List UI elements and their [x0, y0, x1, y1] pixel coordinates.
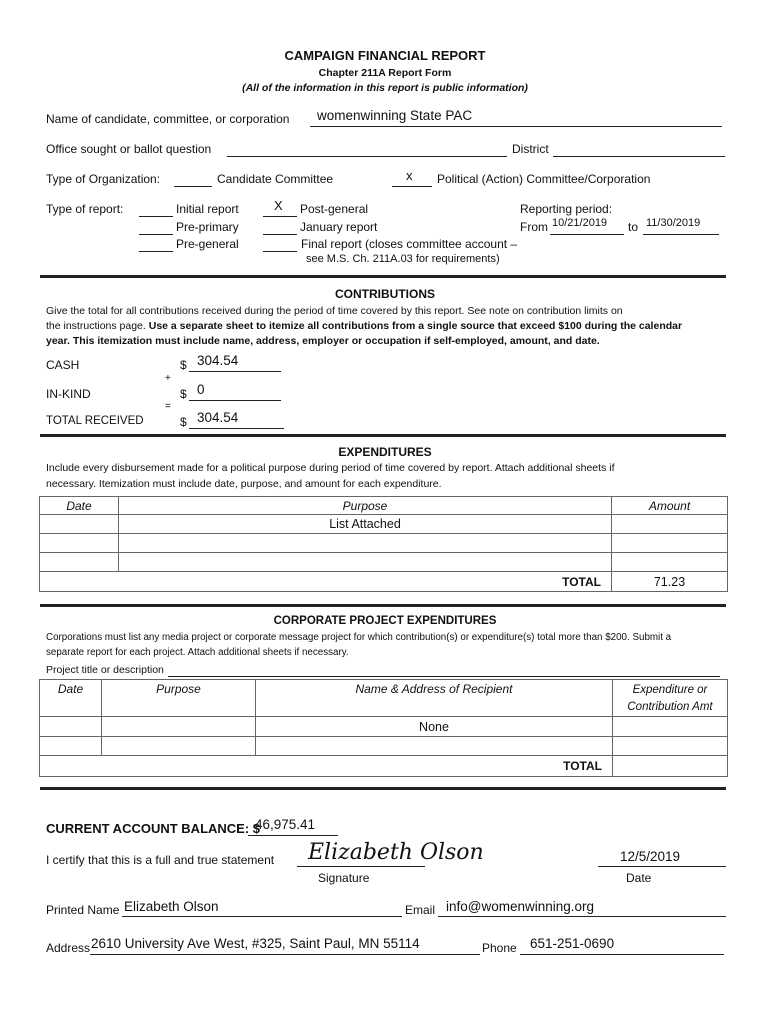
total-received-line [189, 428, 284, 429]
divider-expenditures [40, 434, 726, 437]
name-line [310, 126, 722, 127]
expenditures-desc-2: necessary. Itemization must include date, purpose, and amount for each expenditure. [46, 478, 442, 490]
expenditures-table [39, 496, 728, 592]
total-received-field[interactable]: 304.54 [197, 410, 239, 425]
phone-label: Phone [482, 941, 517, 955]
org-type-label: Type of Organization: [46, 172, 161, 186]
corp-col-recipient: Name & Address of Recipient [256, 680, 613, 717]
table-row [40, 572, 728, 592]
phone-line [520, 954, 724, 955]
date-field[interactable]: 12/5/2019 [620, 849, 681, 864]
preprimary-label: Pre-primary [176, 220, 239, 234]
corp-col-purpose: Purpose [102, 680, 256, 717]
table-row [40, 534, 728, 553]
corporate-table [39, 679, 728, 777]
to-label: to [628, 220, 639, 234]
corp-row-amount-cell[interactable] [613, 717, 728, 737]
balance-label: CURRENT ACCOUNT BALANCE: $ [46, 821, 261, 836]
table-row [40, 756, 728, 777]
email-field[interactable]: info@womenwinning.org [446, 899, 595, 914]
january-report-checkbox[interactable] [263, 234, 297, 235]
initial-report-label: Initial report [176, 202, 239, 216]
corp-row-date-cell[interactable] [40, 737, 102, 756]
expenditures-total-field[interactable]: 71.23 [612, 572, 728, 592]
inkind-line [189, 400, 281, 401]
contributions-desc-3: year. This itemization must include name, address, employer or occupation if self-employed, amount, and date. [46, 335, 600, 347]
corporate-total-label: TOTAL [40, 756, 613, 777]
from-label: From [520, 220, 548, 234]
row-date-cell[interactable] [40, 534, 119, 553]
certify-statement: I certify that this is a full and true statement [46, 853, 275, 867]
plus-sign: + [165, 373, 171, 384]
printed-name-line [122, 916, 402, 917]
report-type-label: Type of report: [46, 202, 124, 216]
pregeneral-label: Pre-general [176, 237, 239, 251]
final-report-checkbox[interactable] [263, 251, 297, 252]
corp-col-amount: Expenditure or Contribution Amt [613, 680, 728, 717]
corporate-heading: CORPORATE PROJECT EXPENDITURES [273, 615, 497, 627]
name-field[interactable]: womenwinning State PAC [317, 108, 473, 123]
date-label: Date [626, 871, 652, 885]
preprimary-checkbox[interactable] [139, 234, 173, 235]
from-date-field[interactable]: 10/21/2019 [552, 217, 608, 229]
district-label: District [512, 142, 549, 156]
printed-name-label: Printed Name [46, 903, 120, 917]
signature-line [297, 866, 425, 867]
col-purpose: Purpose [119, 497, 612, 515]
cash-field[interactable]: 304.54 [197, 353, 239, 368]
cash-label: CASH [46, 358, 80, 372]
col-date: Date [40, 497, 119, 515]
corp-row-recipient-cell[interactable] [256, 737, 613, 756]
signature-image[interactable]: Elizabeth Olson [308, 840, 484, 865]
email-label: Email [405, 903, 436, 917]
to-line [643, 234, 719, 235]
cash-dollar: $ [180, 358, 187, 372]
corp-row-recipient-cell[interactable]: None [256, 717, 613, 737]
political-committee-mark: x [406, 168, 413, 183]
row-amount-cell[interactable] [612, 534, 728, 553]
row-amount-cell[interactable] [612, 515, 728, 534]
january-report-label: January report [300, 220, 378, 234]
office-field[interactable] [227, 156, 507, 157]
form-subtitle: Chapter 211A Report Form [318, 67, 452, 79]
equals-sign: = [165, 401, 171, 412]
pregeneral-checkbox[interactable] [139, 251, 173, 252]
initial-report-checkbox[interactable] [139, 216, 173, 217]
phone-field[interactable]: 651-251-0690 [530, 936, 615, 951]
row-date-cell[interactable] [40, 515, 119, 534]
table-row [40, 553, 728, 572]
corp-row-amount-cell[interactable] [613, 737, 728, 756]
balance-line [248, 835, 338, 836]
balance-field[interactable]: 46,975.41 [255, 817, 316, 832]
corporate-desc-1: Corporations must list any media project or corporate message project for which contribution(s) or expenditure(s) total more than $200. Submit a [46, 632, 672, 643]
candidate-committee-checkbox[interactable] [174, 186, 212, 187]
divider-corporate [40, 604, 726, 607]
expenditures-total-label: TOTAL [40, 572, 612, 592]
corp-row-purpose-cell[interactable] [102, 737, 256, 756]
expenditures-desc-1: Include every disbursement made for a political purpose during period of time covered by report. Attach additional sheets if [46, 462, 615, 474]
political-committee-checkbox[interactable] [392, 186, 432, 187]
row-purpose-cell[interactable] [119, 534, 612, 553]
printed-name-field[interactable]: Elizabeth Olson [124, 899, 219, 914]
inkind-dollar: $ [180, 387, 187, 401]
row-purpose-cell[interactable] [119, 553, 612, 572]
cash-line [189, 371, 281, 372]
address-field[interactable]: 2610 University Ave West, #325, Saint Paul, MN 55114 [91, 936, 420, 951]
expenditures-heading: EXPENDITURES [338, 445, 432, 459]
contributions-desc-2: the instructions page. Use a separate sheet to itemize all contributions from a single source that exceed $100 during the calendar [46, 320, 683, 332]
inkind-field[interactable]: 0 [197, 382, 205, 397]
total-received-label: TOTAL RECEIVED [46, 415, 144, 427]
signature-label: Signature [318, 871, 370, 885]
final-report-label: Final report (closes committee account – [301, 237, 518, 251]
office-label: Office sought or ballot question [46, 142, 212, 156]
corp-row-purpose-cell[interactable] [102, 717, 256, 737]
postgeneral-mark: X [274, 198, 283, 213]
to-date-field[interactable]: 11/30/2019 [646, 217, 701, 229]
divider-contributions [40, 275, 726, 278]
inkind-label: IN-KIND [46, 387, 91, 401]
table-row [40, 680, 728, 717]
form-title: CAMPAIGN FINANCIAL REPORT [284, 48, 486, 63]
divider-footer [40, 787, 726, 790]
col-amount: Amount [612, 497, 728, 515]
email-line [438, 916, 726, 917]
candidate-committee-label: Candidate Committee [217, 172, 334, 186]
contributions-desc-1: Give the total for all contributions received during the period of time covered by this report. See note on contribution limits on [46, 305, 623, 317]
total-received-dollar: $ [180, 415, 187, 429]
district-field[interactable] [553, 156, 725, 157]
corp-col-date: Date [40, 680, 102, 717]
contributions-heading: CONTRIBUTIONS [335, 287, 435, 301]
row-date-cell[interactable] [40, 553, 119, 572]
table-row [40, 497, 728, 515]
reporting-period-label: Reporting period: [520, 202, 613, 216]
address-label: Address [46, 941, 91, 955]
date-line [598, 866, 726, 867]
corporate-desc-2: separate report for each project. Attach additional sheets if necessary. [46, 647, 349, 658]
final-report-note: see M.S. Ch. 211A.03 for requirements) [306, 253, 500, 265]
postgeneral-label: Post-general [300, 202, 369, 216]
address-line [90, 954, 480, 955]
public-info-note: (All of the information in this report is public information) [242, 82, 528, 94]
table-row [40, 717, 728, 737]
row-purpose-cell[interactable]: List Attached [119, 515, 612, 534]
political-committee-label: Political (Action) Committee/Corporation [437, 172, 651, 186]
corporate-total-field[interactable] [613, 756, 728, 777]
project-title-label: Project title or description [46, 664, 164, 676]
corp-row-date-cell[interactable] [40, 717, 102, 737]
from-line [550, 234, 624, 235]
name-label: Name of candidate, committee, or corporation [46, 112, 290, 126]
project-title-field[interactable] [168, 676, 720, 677]
postgeneral-checkbox[interactable] [263, 216, 297, 217]
table-row [40, 737, 728, 756]
table-row [40, 515, 728, 534]
row-amount-cell[interactable] [612, 553, 728, 572]
